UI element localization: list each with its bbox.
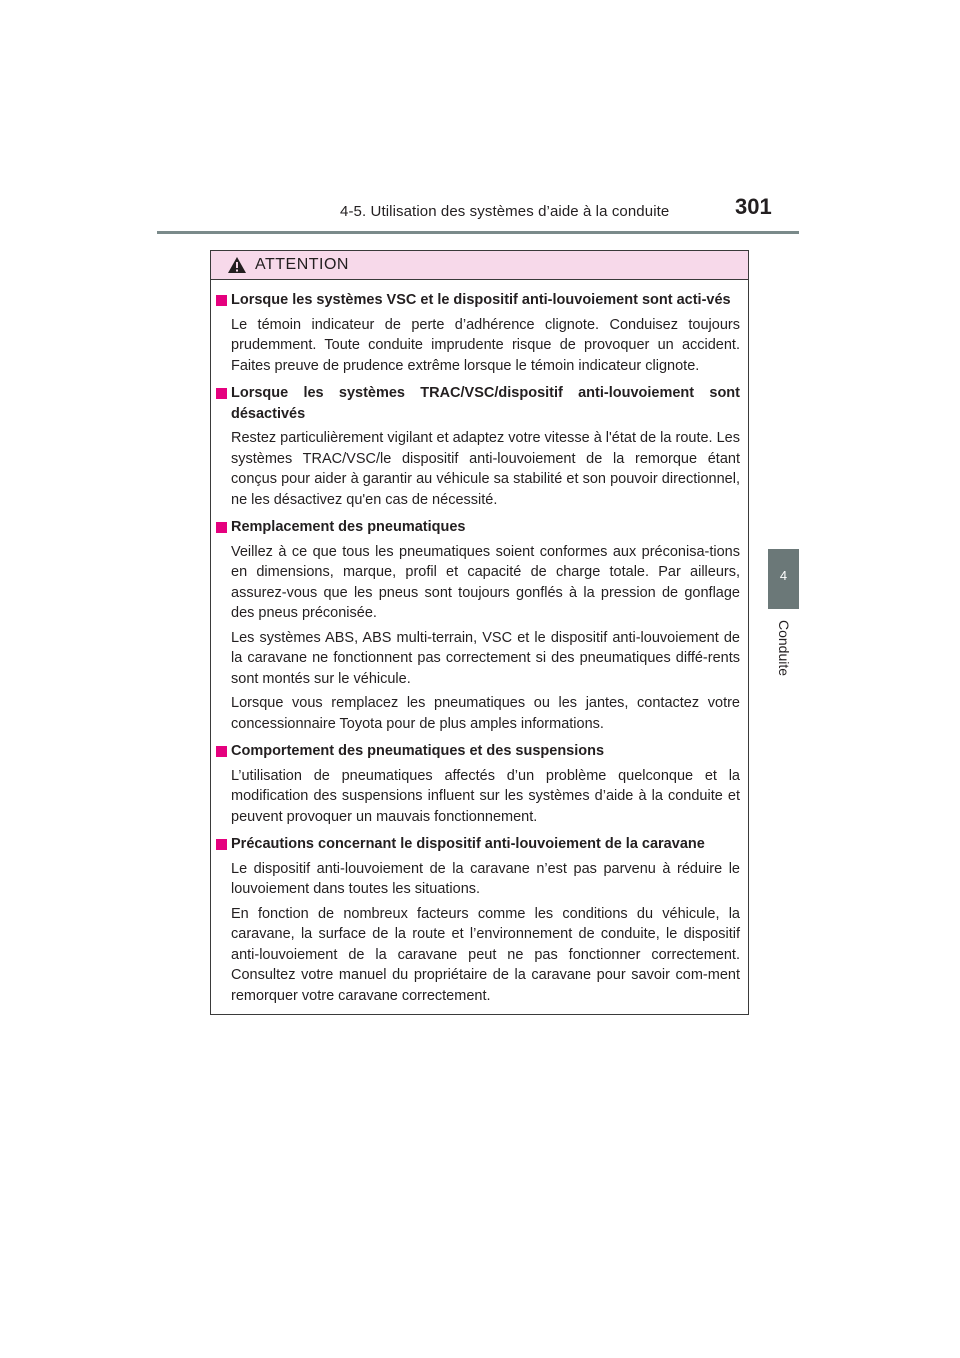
warning-section: [216, 741, 740, 827]
warning-box: [210, 250, 749, 1015]
warning-section: [216, 517, 740, 734]
warning-section: [216, 290, 740, 376]
section-paragraph: Veillez à ce que tous les pneumatiques soient conformes aux préconisa-tions en dimensions, marque, profil et capacité de charge totale. Par ailleurs, assurez-vous que les pneus sont toujours gonflés à la pression de gonflage des pneus préconisée.: [231, 543, 740, 621]
section-title: [216, 383, 740, 424]
section-paragraph: Lorsque vous remplacez les pneumatiques ou les jantes, contactez votre concessionnaire Toyota pour de plus amples informations.: [231, 695, 740, 732]
square-bullet-icon: [216, 522, 227, 533]
square-bullet-icon: [216, 295, 227, 306]
section-title-text: Remplacement des pneumatiques: [231, 519, 466, 535]
section-heading: 4-5. Utilisation des systèmes d’aide à la conduite: [340, 203, 670, 220]
warning-header: [211, 251, 748, 280]
section-title-text: Lorsque les systèmes VSC et le dispositif anti-louvoiement sont acti-vés: [231, 292, 731, 308]
section-title: [216, 741, 740, 762]
section-title: [216, 290, 740, 311]
section-title-text: Comportement des pneumatiques et des suspensions: [231, 743, 605, 759]
warning-section: [216, 834, 740, 1006]
warning-body: [211, 280, 748, 1006]
section-title-text: Lorsque les systèmes TRAC/VSC/dispositif anti-louvoiement sont désactivés: [231, 385, 740, 422]
header-divider: [157, 231, 799, 234]
square-bullet-icon: [216, 839, 227, 850]
square-bullet-icon: [216, 388, 227, 399]
square-bullet-icon: [216, 746, 227, 757]
section-title: [216, 517, 740, 538]
section-paragraph: Le témoin indicateur de perte d’adhérence clignote. Conduisez toujours prudemment. Toute conduite imprudente risque de provoquer un accident. Faites preuve de prudence extrême lorsque le témoin indicateur clignote.: [231, 316, 740, 374]
warning-triangle-icon: [227, 256, 247, 274]
section-title: [216, 834, 740, 855]
section-paragraph: Le dispositif anti-louvoiement de la caravane n’est pas parvenu à réduire le louvoiement dans toutes les situations.: [231, 860, 740, 897]
section-paragraph: Les systèmes ABS, ABS multi-terrain, VSC et le dispositif anti-louvoiement de la caravane ne fonctionnent pas correctement si des pneumatiques diffé-rents sont montés sur le véhicule.: [231, 629, 740, 687]
section-paragraph: Restez particulièrement vigilant et adaptez votre vitesse à l'état de la route. Les systèmes TRAC/VSC/le dispositif anti-louvoiement de la remorque étant conçus pour aider à garantir au véhicule sa stabilité et son pouvoir directionnel, ne les désactivez qu'en cas de nécessité.: [231, 430, 740, 508]
chapter-number: 4: [779, 568, 788, 583]
section-paragraph: En fonction de nombreux facteurs comme les conditions du véhicule, la caravane, la surface de la route et l’environnement de conduite, le dispositif anti-louvoiement de la caravane peut ne pas fonctionner correctement. Consultez votre manuel du propriétaire de la caravane pour savoir com-ment remorquer votre caravane correctement.: [231, 905, 740, 1004]
chapter-tab[interactable]: [768, 549, 799, 609]
section-title-text: Précautions concernant le dispositif anti-louvoiement de la caravane: [231, 836, 705, 852]
page-number: 301: [735, 194, 772, 219]
section-paragraph: L’utilisation de pneumatiques affectés d’un problème quelconque et la modification des suspensions influent sur les systèmes d’aide à la conduite et peuvent provoquer un mauvais fonctionnement.: [231, 767, 740, 825]
warning-section: [216, 383, 740, 510]
chapter-label: Conduite: [776, 620, 792, 677]
warning-title: ATTENTION: [255, 256, 349, 273]
